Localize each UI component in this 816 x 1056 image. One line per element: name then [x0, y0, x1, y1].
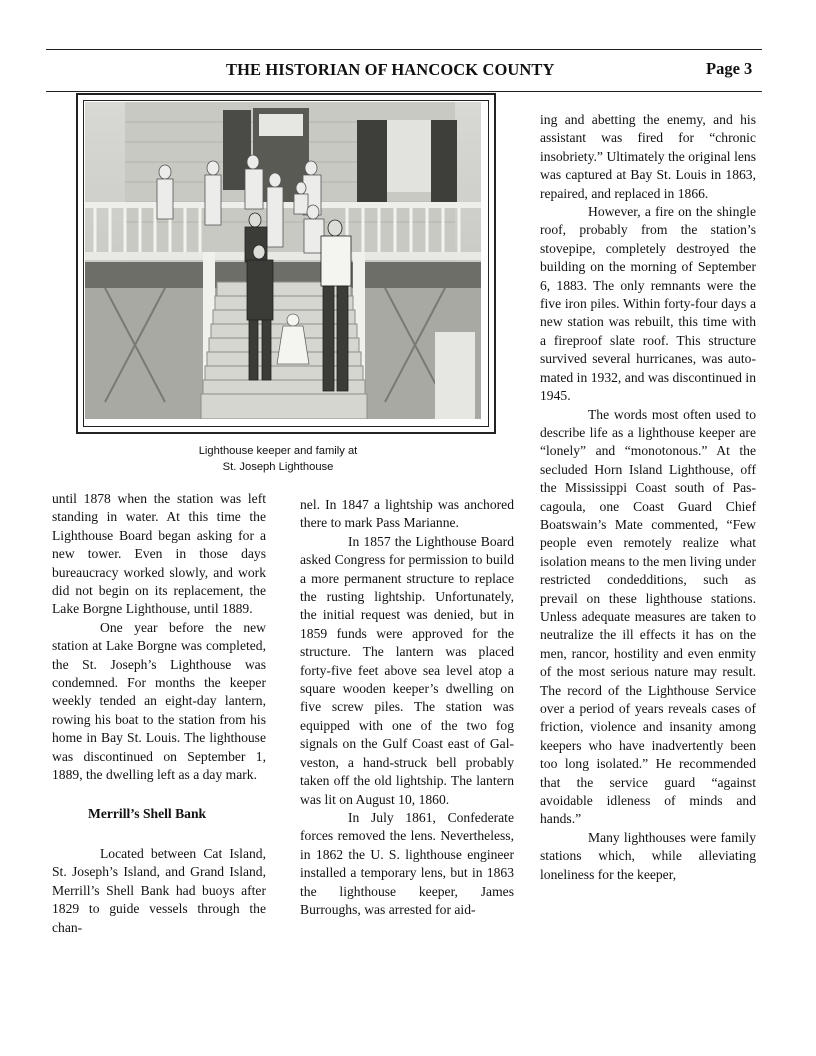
- paragraph: until 1878 when the station was left standing in water. At this time the Lighthouse Board began asking for a new tower. Even in those days bureaucracy worked slowly, and work did not begin on its replacement, the Lake Borgne Lighthouse, until 1889.: [52, 491, 266, 617]
- paragraph: ing and abetting the enemy, and his assistant was fired for “chronic insobriety.” Ultimately the original lens was captured at Bay St. Louis in 1863, repaired, and replaced in 1866.: [540, 112, 756, 201]
- paragraph: The words most often used to describe life as a lighthouse keeper are “lonely” and “monotonous.” At the secluded Horn Island Lighthouse, off the Mississippi Coast south of Pascagoula, one Coast Guard Chief Boatswain’s Mate commented, “Few people even remotely realize what isolation means to the men living under restricted condedditions, such as prevail on these lighthouse stations. Unless adequate measures are taken to neutralize the ill effects it has on the men, rancor, hostility and even enmity of the most serious nature may result. The record of the Lighthouse Service over a period of years reveals cases of friction, violence and insanity among keepers who have inadvertently been too long isolated.” He recommended that the service guard “against avoidable idleness of minds and hands.”: [540, 406, 756, 827]
- photo-frame: [76, 93, 496, 434]
- page-number: Page 3: [706, 59, 753, 78]
- paragraph: In July 1861, Confederate forces removed the lens. Nevertheless, in 1862 the U. S. lighthouse engineer installed a temporary lens, but in 1863 the lighthouse keeper, James Burroughs, was arrested for aid-: [300, 809, 514, 917]
- photo-caption: [150, 443, 406, 475]
- header-rule-bottom: [46, 91, 762, 92]
- paragraph: In 1857 the Lighthouse Board asked Congress for permission to build a more permanent structure to replace the rusting lightship. Unfortunately, the initial request was denied, but in 1859 funds were approved for the structure. The lantern was placed forty-five feet above sea level atop a square wooden keeper’s dwelling on five screw piles. The station was equipped with one of the two fog signals on the Gulf Coast east of Galveston, a hand-struck bell probably taken off the old lightship. The lantern was lit on August 10, 1860.: [300, 533, 514, 807]
- section-heading: Merrill’s Shell Bank: [88, 805, 207, 821]
- paragraph: However, a fire on the shingle roof, probably from the station’s stovepipe, completely destroyed the building on the morning of September 6, 1883. The only remnants were the five iron piles. Within forty-four days a new station was rebuilt, this time with a fireproof slate roof. This structure survived several hurricanes, was automated in 1932, and was discontinued in 1945.: [540, 204, 756, 404]
- paragraph: Many lighthouses were family stations which, while alleviating loneliness for the keeper,: [540, 829, 756, 882]
- header-rule-top: [46, 49, 762, 50]
- paragraph: nel. In 1847 a lightship was anchored there to mark Pass Marianne.: [300, 497, 514, 531]
- newsletter-title: THE HISTORIAN OF HANCOCK COUNTY: [226, 60, 555, 79]
- article-column-middle: [300, 496, 514, 919]
- article-column-left: [52, 490, 266, 937]
- article-column-right: [540, 111, 756, 884]
- paragraph: One year before the new station at Lake Borgne was completed, the St. Joseph’s Lighthouse was condemned. For months the keeper weekly tended an eight-day lantern, rowing his boat to the station from his home in Bay St. Louis. The lighthouse was discontinued on September 1, 1889, the dwelling left as a day mark.: [52, 619, 266, 783]
- caption-line-2: St. Joseph Lighthouse: [222, 461, 334, 473]
- paragraph: Located between Cat Island, St. Joseph’s Island, and Grand Island, Merrill’s Shell Bank had buoys after 1829 to guide vessels through the chan-: [52, 845, 266, 935]
- caption-line-1: Lighthouse keeper and family at: [198, 445, 358, 457]
- lighthouse-family-photo: [85, 102, 481, 419]
